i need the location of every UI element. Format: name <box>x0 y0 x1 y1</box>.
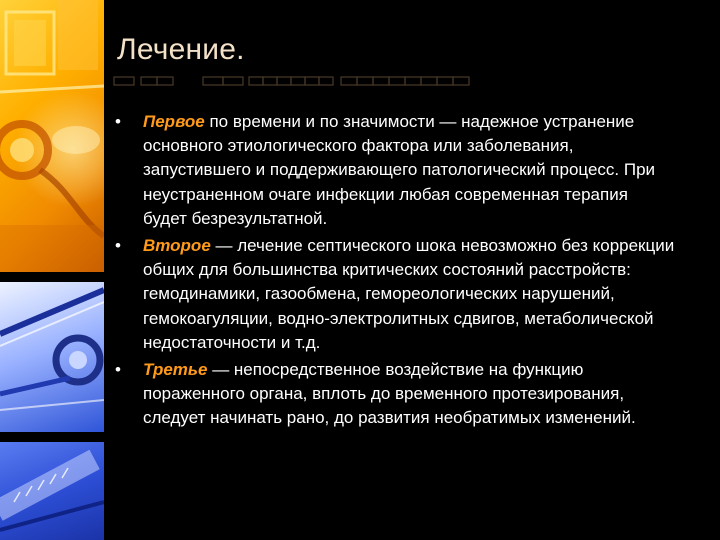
orange-medical-photo <box>0 0 104 272</box>
bullet-lead: Второе <box>143 236 211 256</box>
title-underline-decoration <box>113 76 480 86</box>
bullet-text: — непосредственное воздействие на функцию пораженного органа, вплоть до временного протезирования, следует начинать рано, до развития необратимых изменений. <box>143 360 636 428</box>
bullet-item <box>115 110 675 231</box>
bullet-item <box>115 234 675 355</box>
bullet-text: — лечение септического шока невозможно без коррекции общих для большинства критических состояний расстройств: гемодинамики, газообмена, гемореологических нарушений, гемокоагуляции, водно-электролитных сдвигов, метаболической недостаточности и т.д. <box>143 236 675 352</box>
bullet-list <box>115 110 675 434</box>
bullet-marker: • <box>115 236 121 256</box>
left-image-strip <box>0 0 104 540</box>
bullet-lead: Третье <box>143 360 208 380</box>
bullet-marker: • <box>115 112 121 131</box>
slide-title: Лечение. <box>117 33 245 66</box>
bullet-item <box>115 358 675 431</box>
blue-syringe-photo <box>0 442 104 540</box>
blue-medical-instruments-photo <box>0 282 104 432</box>
bullet-lead: Первое <box>143 112 205 131</box>
bullet-text: по времени и по значимости — надежное устранение основного этиологического фактора или заболевания, запустившего и поддерживающего патологический процесс. При неустраненном очаге инфекции любая современная терапия будет безрезультатной. <box>143 112 656 228</box>
bullet-marker: • <box>115 360 121 380</box>
